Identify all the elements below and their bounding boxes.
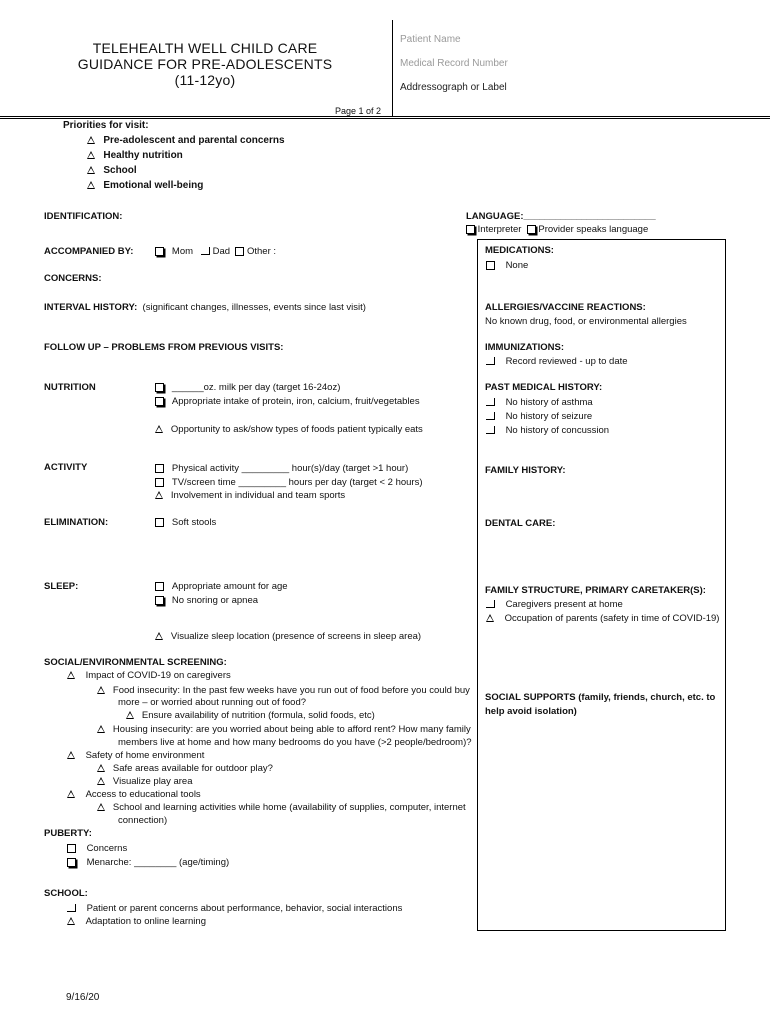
triangle-icon xyxy=(67,751,75,759)
structure-item: Occupation of parents (safety in time of COVID-19) xyxy=(486,613,719,625)
immunizations-label: IMMUNIZATIONS: xyxy=(485,342,564,353)
social-item: Visualize play area xyxy=(97,776,193,788)
activity-label: ACTIVITY xyxy=(44,462,88,473)
provider-checkbox[interactable] xyxy=(527,225,536,234)
social-item-cont: connection) xyxy=(118,815,168,826)
header-rule-2 xyxy=(0,118,770,119)
checkbox[interactable] xyxy=(155,397,164,406)
addressograph-label: Addressograph or Label xyxy=(400,82,507,93)
triangle-icon xyxy=(67,671,75,679)
header-rule xyxy=(0,116,770,117)
sleep-item: No snoring or apnea xyxy=(155,595,258,607)
school-item: Adaptation to online learning xyxy=(67,916,206,928)
interpreter-checkbox[interactable] xyxy=(466,225,475,234)
checkbox[interactable] xyxy=(155,596,164,605)
checkbox[interactable] xyxy=(155,464,164,473)
social-item: Housing insecurity: are you worried about being able to afford rent? How many family xyxy=(97,724,471,736)
social-supports-label: SOCIAL SUPPORTS (family, friends, church, etc. to xyxy=(485,692,716,703)
social-item: Safe areas available for outdoor play? xyxy=(97,763,273,775)
allergies-label: ALLERGIES/VACCINE REACTIONS: xyxy=(485,302,646,313)
checkbox[interactable] xyxy=(486,426,495,434)
nutrition-item: Opportunity to ask/show types of foods patient typically eats xyxy=(155,424,423,436)
activity-item: Physical activity _________ hour(s)/day (target >1 hour) xyxy=(155,463,408,475)
social-item: School and learning activities while home (availability of supplies, computer, internet xyxy=(97,802,466,814)
social-item-cont: members live at home and how many bedrooms do you have (>2 people/bedroom)? xyxy=(118,737,472,748)
checkbox[interactable] xyxy=(67,844,76,853)
priority-item: Emotional well-being xyxy=(87,180,203,192)
triangle-icon xyxy=(155,491,163,499)
page-number: Page 1 of 2 xyxy=(335,106,382,116)
checkbox[interactable] xyxy=(486,412,495,420)
checkbox[interactable] xyxy=(155,582,164,591)
medications-label: MEDICATIONS: xyxy=(485,245,554,256)
checkbox[interactable] xyxy=(155,383,164,392)
triangle-icon xyxy=(67,790,75,798)
pmh-item: No history of seizure xyxy=(486,411,592,423)
pmh-label: PAST MEDICAL HISTORY: xyxy=(485,382,603,393)
mom-checkbox[interactable] xyxy=(155,247,164,256)
checkbox[interactable] xyxy=(67,858,76,867)
checkbox[interactable] xyxy=(486,398,495,406)
concerns-label: CONCERNS: xyxy=(44,273,102,284)
interval-history: INTERVAL HISTORY: (significant changes, illnesses, events since last visit) xyxy=(44,302,366,313)
checkbox[interactable] xyxy=(67,904,76,912)
immunizations-item: Record reviewed - up to date xyxy=(486,356,628,368)
pmh-item: No history of concussion xyxy=(486,425,609,437)
triangle-icon xyxy=(97,725,105,733)
checkbox[interactable] xyxy=(155,518,164,527)
patient-name-field: Patient Name xyxy=(400,34,461,45)
triangle-icon xyxy=(155,632,163,640)
other-checkbox[interactable] xyxy=(235,247,244,256)
activity-item: Involvement in individual and team sports xyxy=(155,490,345,502)
triangle-icon xyxy=(87,151,95,159)
triangle-icon xyxy=(87,136,95,144)
triangle-icon xyxy=(87,166,95,174)
school-item: Patient or parent concerns about performance, behavior, social interactions xyxy=(67,903,402,915)
accompanied-label: ACCOMPANIED BY: xyxy=(44,246,134,257)
checkbox[interactable] xyxy=(486,261,495,270)
social-item: Food insecurity: In the past few weeks have you run out of food before you could buy xyxy=(97,685,470,697)
dad-checkbox[interactable] xyxy=(201,247,210,255)
triangle-icon xyxy=(97,764,105,772)
triangle-icon xyxy=(87,181,95,189)
checkbox[interactable] xyxy=(486,357,495,365)
checkbox[interactable] xyxy=(155,478,164,487)
form-title: TELEHEALTH WELL CHILD CARE GUIDANCE FOR PRE-ADOLESCENTS (11-12yo) xyxy=(77,40,333,88)
triangle-icon xyxy=(155,425,163,433)
social-item: Impact of COVID-19 on caregivers xyxy=(67,670,231,682)
structure-item: Caregivers present at home xyxy=(486,599,623,611)
language-label: LANGUAGE:_________________________ xyxy=(466,211,656,222)
mrn-field: Medical Record Number xyxy=(400,58,508,69)
footer-date: 9/16/20 xyxy=(66,992,100,1003)
family-history-label: FAMILY HISTORY: xyxy=(485,465,566,476)
sleep-label: SLEEP: xyxy=(44,581,79,592)
priority-item: Healthy nutrition xyxy=(87,150,183,162)
nutrition-item: Appropriate intake of protein, iron, calcium, fruit/vegetables xyxy=(155,396,420,408)
puberty-item: Concerns xyxy=(67,843,127,855)
triangle-icon xyxy=(97,803,105,811)
medications-item: None xyxy=(486,260,528,272)
social-screening-label: SOCIAL/ENVIRONMENTAL SCREENING: xyxy=(44,657,227,668)
elimination-label: ELIMINATION: xyxy=(44,517,109,528)
triangle-icon xyxy=(67,917,75,925)
priority-item: Pre-adolescent and parental concerns xyxy=(87,135,285,147)
identification-label: IDENTIFICATION: xyxy=(44,211,123,222)
triangle-icon xyxy=(97,686,105,694)
triangle-icon xyxy=(486,614,494,622)
pmh-item: No history of asthma xyxy=(486,397,593,409)
allergies-note: No known drug, food, or environmental allergies xyxy=(485,316,687,327)
checkbox[interactable] xyxy=(486,600,495,608)
header-divider xyxy=(392,20,393,116)
social-supports-label-cont: help avoid isolation) xyxy=(485,706,577,717)
language-options: Interpreter Provider speaks language xyxy=(466,224,648,236)
priority-item: School xyxy=(87,165,137,177)
triangle-icon xyxy=(97,777,105,785)
activity-item: TV/screen time _________ hours per day (target < 2 hours) xyxy=(155,477,423,489)
school-label: SCHOOL: xyxy=(44,888,88,899)
family-structure-label: FAMILY STRUCTURE, PRIMARY CARETAKER(S): xyxy=(485,585,706,596)
nutrition-label: NUTRITION xyxy=(44,382,96,393)
social-item: Safety of home environment xyxy=(67,750,204,762)
elimination-item: Soft stools xyxy=(155,517,216,529)
nutrition-item: ______oz. milk per day (target 16-24oz) xyxy=(155,382,340,394)
social-item-cont: more – or worried about running out of food? xyxy=(118,697,307,708)
dental-care-label: DENTAL CARE: xyxy=(485,518,556,529)
social-item: Access to educational tools xyxy=(67,789,201,801)
social-item: Ensure availability of nutrition (formula, solid foods, etc) xyxy=(126,710,375,722)
accompanied-options: Mom Dad Other : xyxy=(155,246,276,258)
sleep-item: Visualize sleep location (presence of screens in sleep area) xyxy=(155,631,421,643)
priorities-title: Priorities for visit: xyxy=(63,120,149,131)
followup-label: FOLLOW UP – PROBLEMS FROM PREVIOUS VISITS: xyxy=(44,342,284,353)
puberty-label: PUBERTY: xyxy=(44,828,92,839)
triangle-icon xyxy=(126,711,134,719)
sleep-item: Appropriate amount for age xyxy=(155,581,288,593)
puberty-item: Menarche: ________ (age/timing) xyxy=(67,857,229,869)
